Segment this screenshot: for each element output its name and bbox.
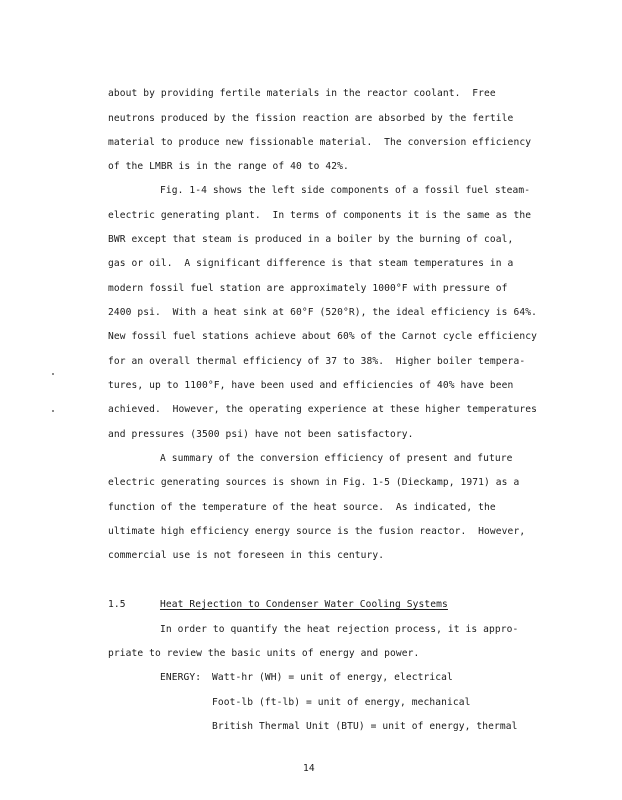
scan-speck [52,373,54,375]
text-line: electric generating sources is shown in Fig. 1-5 (Dieckamp, 1971) as a [108,477,520,488]
energy-item: Watt-hr (WH) = unit of energy, electrical [212,672,453,683]
text-line: 2400 psi. With a heat sink at 60°F (520°R), the ideal efficiency is 64%. [108,307,537,318]
section-number: 1.5 [108,599,126,610]
text-line: about by providing fertile materials in the reactor coolant. Free [108,88,496,99]
text-line: function of the temperature of the heat source. As indicated, the [108,502,496,513]
text-line: New fossil fuel stations achieve about 60% of the Carnot cycle efficiency [108,331,537,342]
section-title: Heat Rejection to Condenser Water Cooling Systems [160,599,448,610]
text-line: Fig. 1-4 shows the left side components of a fossil fuel steam- [160,185,531,196]
text-line: neutrons produced by the fission reaction are absorbed by the fertile [108,113,514,124]
text-line: achieved. However, the operating experience at these higher temperatures [108,404,537,415]
energy-item: Foot-lb (ft-lb) = unit of energy, mechanical [212,697,471,708]
text-line: modern fossil fuel station are approximately 1000°F with pressure of [108,283,508,294]
text-line: commercial use is not foreseen in this century. [108,550,385,561]
energy-label: ENERGY: [160,672,202,683]
text-line: material to produce new fissionable material. The conversion efficiency [108,137,532,148]
energy-item: British Thermal Unit (BTU) = unit of energy, thermal [212,721,518,732]
scan-speck [52,410,54,412]
text-line: BWR except that steam is produced in a boiler by the burning of coal, [108,234,514,245]
text-line: electric generating plant. In terms of components it is the same as the [108,210,532,221]
text-line: tures, up to 1100°F, have been used and efficiencies of 40% have been [108,380,514,391]
text-line: A summary of the conversion efficiency of present and future [160,453,513,464]
text-line: gas or oil. A significant difference is that steam temperatures in a [108,258,514,269]
page-number: 14 [303,763,315,774]
text-line: and pressures (3500 psi) have not been satisfactory. [108,429,414,440]
text-line: ultimate high efficiency energy source is the fusion reactor. However, [108,526,526,537]
text-line: for an overall thermal efficiency of 37 to 38%. Higher boiler tempera- [108,356,526,367]
text-line: In order to quantify the heat rejection process, it is appro- [160,624,519,635]
text-line: priate to review the basic units of energy and power. [108,648,420,659]
text-line: of the LMBR is in the range of 40 to 42%. [108,161,349,172]
